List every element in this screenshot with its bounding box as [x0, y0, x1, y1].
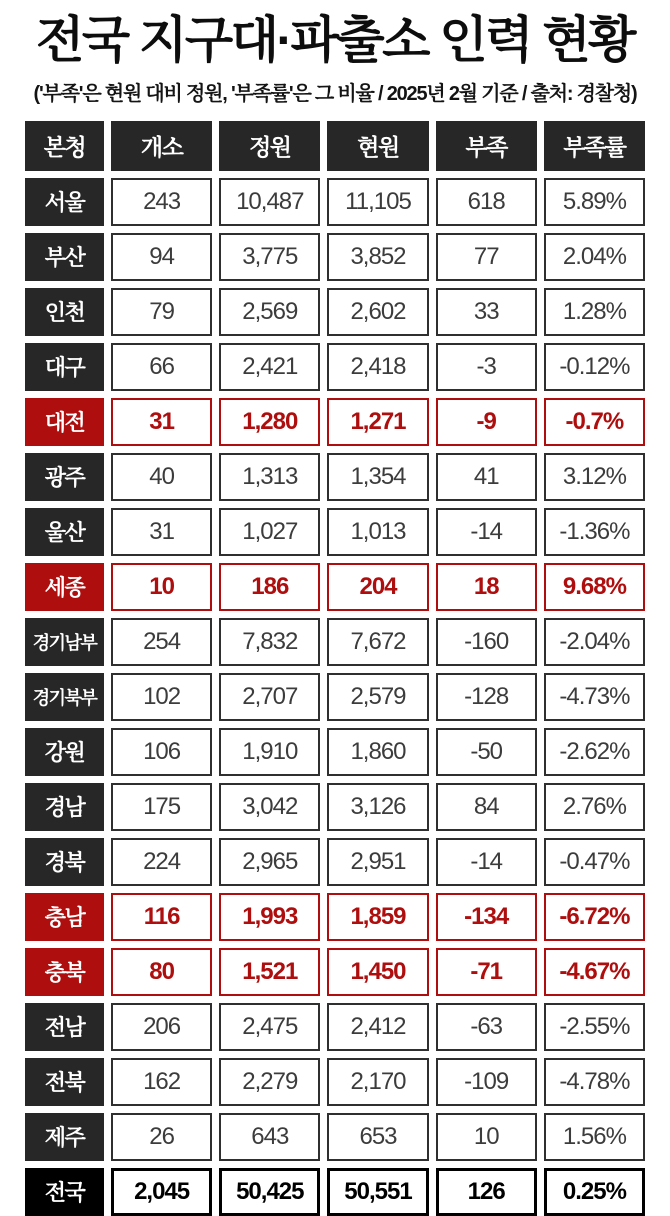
value-cell: -14	[436, 508, 537, 556]
value-cell: -1.36%	[544, 508, 645, 556]
region-cell: 광주	[25, 453, 104, 501]
value-cell: 33	[436, 288, 537, 336]
value-cell: 2,412	[327, 1003, 428, 1051]
value-cell: 206	[111, 1003, 212, 1051]
value-cell: 1,027	[219, 508, 320, 556]
value-cell: 80	[111, 948, 212, 996]
value-cell: -2.04%	[544, 618, 645, 666]
value-cell: 41	[436, 453, 537, 501]
value-cell: 254	[111, 618, 212, 666]
value-cell: 10,487	[219, 178, 320, 226]
value-cell: 2,279	[219, 1058, 320, 1106]
value-cell: 50,425	[219, 1168, 320, 1216]
value-cell: -50	[436, 728, 537, 776]
value-cell: 2,170	[327, 1058, 428, 1106]
value-cell: 643	[219, 1113, 320, 1161]
value-cell: -4.73%	[544, 673, 645, 721]
value-cell: -14	[436, 838, 537, 886]
column-header-current: 현원	[327, 121, 428, 171]
value-cell: 0.25%	[544, 1168, 645, 1216]
value-cell: 2,421	[219, 343, 320, 391]
value-cell: 3,126	[327, 783, 428, 831]
value-cell: 11,105	[327, 178, 428, 226]
value-cell: 5.89%	[544, 178, 645, 226]
value-cell: 31	[111, 508, 212, 556]
value-cell: 2,965	[219, 838, 320, 886]
column-header-region: 본청	[25, 121, 104, 171]
value-cell: 10	[111, 563, 212, 611]
value-cell: 2,475	[219, 1003, 320, 1051]
value-cell: -3	[436, 343, 537, 391]
region-cell: 경기북부	[25, 673, 104, 721]
value-cell: 243	[111, 178, 212, 226]
value-cell: 1,313	[219, 453, 320, 501]
value-cell: 102	[111, 673, 212, 721]
region-cell: 충남	[25, 893, 104, 941]
value-cell: 3,042	[219, 783, 320, 831]
region-cell: 서울	[25, 178, 104, 226]
value-cell: 106	[111, 728, 212, 776]
value-cell: 66	[111, 343, 212, 391]
region-cell: 경북	[25, 838, 104, 886]
value-cell: 1,280	[219, 398, 320, 446]
value-cell: 2,951	[327, 838, 428, 886]
value-cell: 84	[436, 783, 537, 831]
value-cell: 1,521	[219, 948, 320, 996]
value-cell: 77	[436, 233, 537, 281]
value-cell: -0.7%	[544, 398, 645, 446]
region-cell: 경남	[25, 783, 104, 831]
value-cell: -6.72%	[544, 893, 645, 941]
value-cell: 1,013	[327, 508, 428, 556]
value-cell: 2.04%	[544, 233, 645, 281]
value-cell: 1,993	[219, 893, 320, 941]
region-cell: 전북	[25, 1058, 104, 1106]
value-cell: 653	[327, 1113, 428, 1161]
value-cell: 10	[436, 1113, 537, 1161]
value-cell: 162	[111, 1058, 212, 1106]
value-cell: 7,672	[327, 618, 428, 666]
value-cell: 1,271	[327, 398, 428, 446]
value-cell: -71	[436, 948, 537, 996]
value-cell: -4.67%	[544, 948, 645, 996]
value-cell: 2,579	[327, 673, 428, 721]
value-cell: 2,569	[219, 288, 320, 336]
value-cell: 9.68%	[544, 563, 645, 611]
value-cell: 3.12%	[544, 453, 645, 501]
value-cell: -134	[436, 893, 537, 941]
region-cell: 충북	[25, 948, 104, 996]
value-cell: 1,910	[219, 728, 320, 776]
value-cell: 2,045	[111, 1168, 212, 1216]
page-title: 전국 지구대·파출소 인력 현황	[36, 12, 634, 68]
value-cell: -9	[436, 398, 537, 446]
value-cell: 3,852	[327, 233, 428, 281]
value-cell: 79	[111, 288, 212, 336]
region-cell: 강원	[25, 728, 104, 776]
value-cell: 116	[111, 893, 212, 941]
value-cell: 618	[436, 178, 537, 226]
region-cell: 제주	[25, 1113, 104, 1161]
value-cell: 1,450	[327, 948, 428, 996]
value-cell: -0.47%	[544, 838, 645, 886]
value-cell: 7,832	[219, 618, 320, 666]
value-cell: 3,775	[219, 233, 320, 281]
value-cell: -4.78%	[544, 1058, 645, 1106]
value-cell: -63	[436, 1003, 537, 1051]
value-cell: 186	[219, 563, 320, 611]
value-cell: 94	[111, 233, 212, 281]
value-cell: 2.76%	[544, 783, 645, 831]
value-cell: 31	[111, 398, 212, 446]
value-cell: -2.55%	[544, 1003, 645, 1051]
value-cell: 1,354	[327, 453, 428, 501]
region-cell: 인천	[25, 288, 104, 336]
region-cell: 전남	[25, 1003, 104, 1051]
value-cell: 175	[111, 783, 212, 831]
value-cell: 2,602	[327, 288, 428, 336]
value-cell: 2,707	[219, 673, 320, 721]
value-cell: 40	[111, 453, 212, 501]
value-cell: 204	[327, 563, 428, 611]
value-cell: 1,859	[327, 893, 428, 941]
value-cell: 50,551	[327, 1168, 428, 1216]
value-cell: 1,860	[327, 728, 428, 776]
value-cell: 126	[436, 1168, 537, 1216]
region-cell: 전국	[25, 1168, 104, 1216]
value-cell: 224	[111, 838, 212, 886]
value-cell: -109	[436, 1058, 537, 1106]
column-header-shortage-rate: 부족률	[544, 121, 645, 171]
value-cell: -128	[436, 673, 537, 721]
column-header-shortage: 부족	[436, 121, 537, 171]
region-cell: 대전	[25, 398, 104, 446]
region-cell: 세종	[25, 563, 104, 611]
column-header-authorized: 정원	[219, 121, 320, 171]
value-cell: 1.56%	[544, 1113, 645, 1161]
value-cell: -2.62%	[544, 728, 645, 776]
region-cell: 부산	[25, 233, 104, 281]
page-subtitle: ('부족'은 현원 대비 정원, '부족률'은 그 비율 / 2025년 2월 기준 / 출처: 경찰청)	[33, 82, 637, 105]
value-cell: -160	[436, 618, 537, 666]
region-cell: 울산	[25, 508, 104, 556]
value-cell: 2,418	[327, 343, 428, 391]
region-cell: 경기남부	[25, 618, 104, 666]
value-cell: 1.28%	[544, 288, 645, 336]
personnel-table	[0, 121, 670, 1216]
column-header-stations: 개소	[111, 121, 212, 171]
value-cell: -0.12%	[544, 343, 645, 391]
value-cell: 26	[111, 1113, 212, 1161]
value-cell: 18	[436, 563, 537, 611]
region-cell: 대구	[25, 343, 104, 391]
